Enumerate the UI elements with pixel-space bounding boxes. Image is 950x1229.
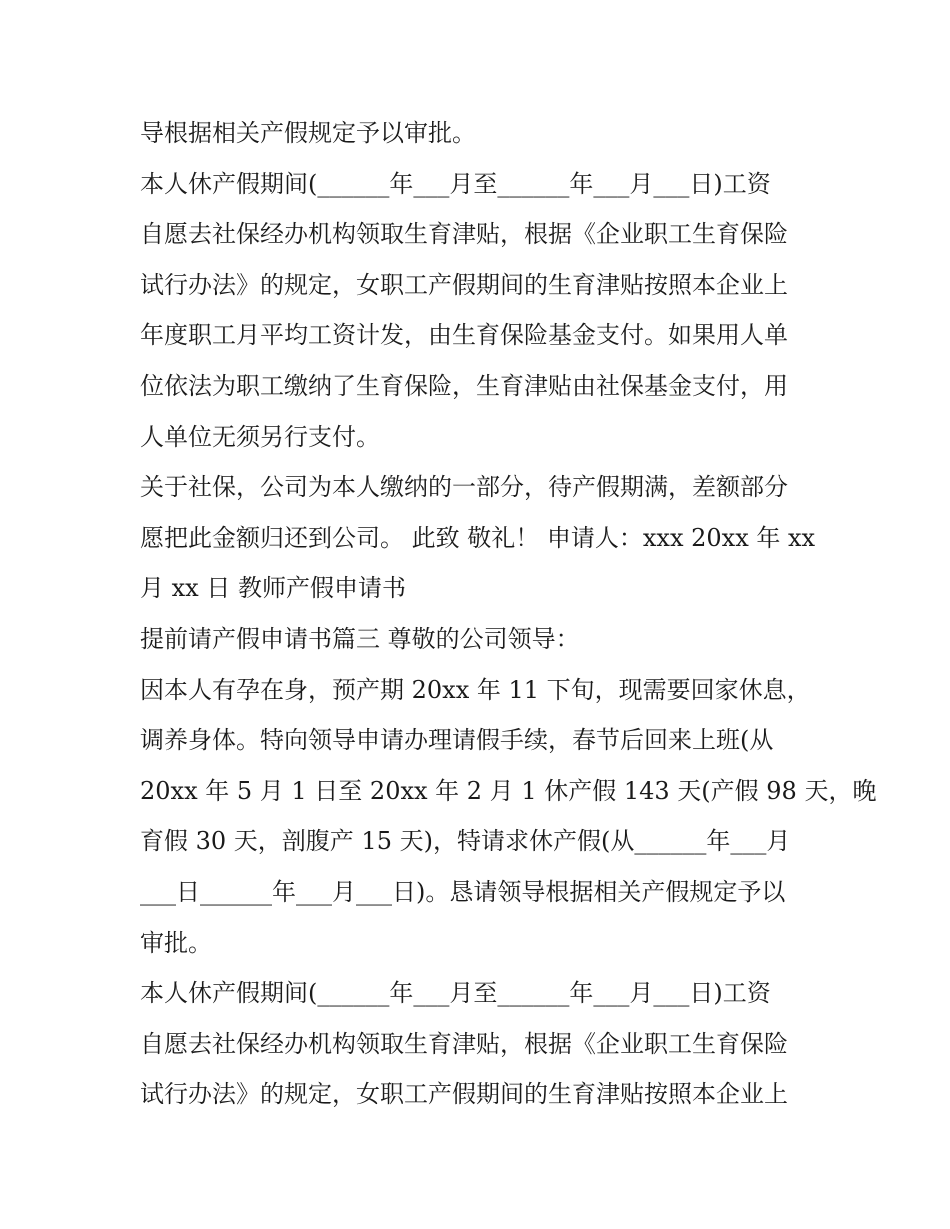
text-line: ___日______年___月___日)。恳请领导根据相关产假规定予以 bbox=[140, 877, 786, 906]
text-line: 人单位无须另行支付。 bbox=[140, 422, 380, 451]
text-line: 试行办法》的规定，女职工产假期间的生育津贴按照本企业上 bbox=[140, 1080, 788, 1109]
text-line: 因本人有孕在身，预产期 20xx 年 11 下旬，现需要回家休息， bbox=[140, 675, 811, 704]
text-line: 自愿去社保经办机构领取生育津贴，根据《企业职工生育保险 bbox=[140, 220, 788, 249]
text-line: 育假 30 天，剖腹产 15 天)，特请求休产假(从______年___月 bbox=[140, 827, 791, 856]
section-heading-line: 提前请产假申请书篇三 尊敬的公司领导： bbox=[140, 624, 580, 653]
text-line: 月 xx 日 教师产假申请书 bbox=[140, 574, 406, 603]
text-line: 审批。 bbox=[140, 928, 212, 957]
text-line: 导根据相关产假规定予以审批。 bbox=[140, 119, 476, 147]
text-line: 关于社保，公司为本人缴纳的一部分，待产假期满，差额部分 bbox=[140, 473, 788, 502]
text-line: 调养身体。特向领导申请办理请假手续，春节后回来上班(从 bbox=[140, 726, 774, 755]
text-line: 愿把此金额归还到公司。 此致 敬礼！ 申请人：xxx 20xx 年 xx bbox=[140, 523, 816, 552]
text-line: 年度职工月平均工资计发，由生育保险基金支付。如果用人单 bbox=[140, 321, 788, 350]
text-line: 自愿去社保经办机构领取生育津贴，根据《企业职工生育保险 bbox=[140, 1029, 788, 1058]
text-line: 本人休产假期间(______年___月至______年___月___日)工资 bbox=[140, 169, 771, 198]
text-line: 位依法为职工缴纳了生育保险，生育津贴由社保基金支付，用 bbox=[140, 371, 788, 400]
document-body bbox=[140, 108, 877, 1120]
text-line: 本人休产假期间(______年___月至______年___月___日)工资 bbox=[140, 979, 771, 1008]
text-line: 试行办法》的规定，女职工产假期间的生育津贴按照本企业上 bbox=[140, 270, 788, 299]
text-line: 20xx 年 5 月 1 日至 20xx 年 2 月 1 休产假 143 天(产假 98 天，晚 bbox=[140, 776, 877, 805]
